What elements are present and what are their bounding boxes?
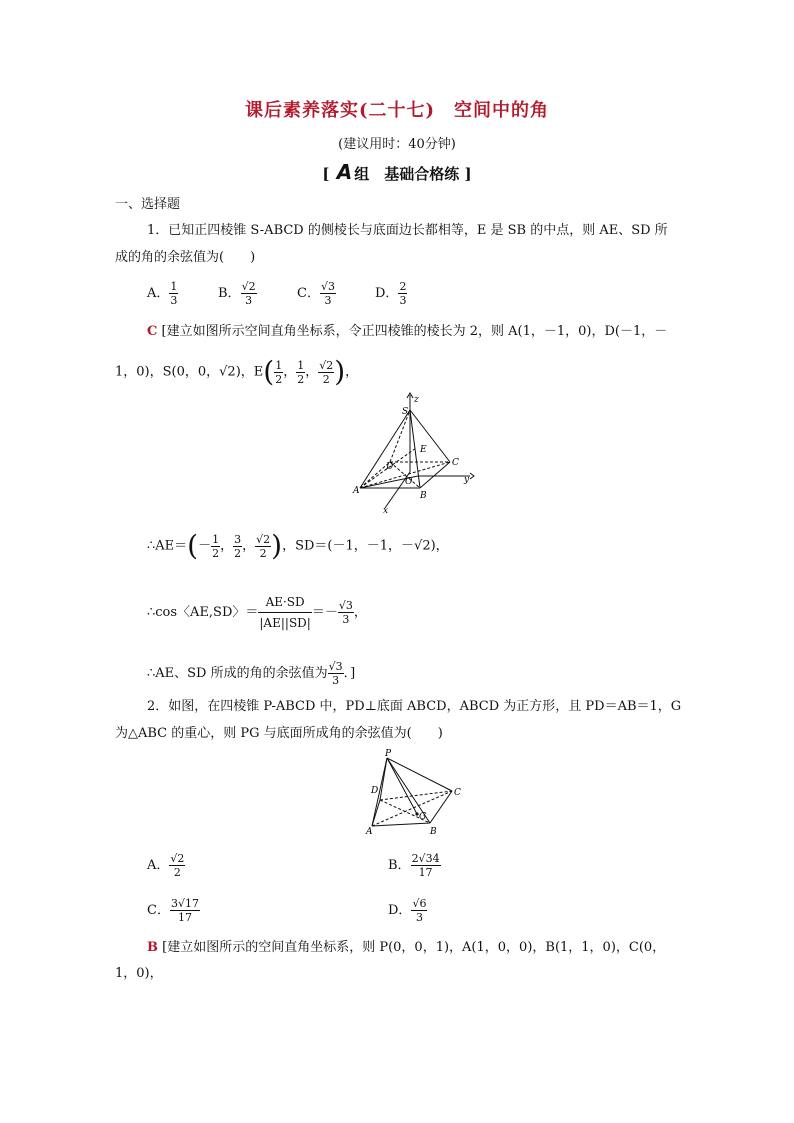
q1-option-a[interactable]: A． $\frac{1}{3}$ [147,280,178,307]
q1-conclusion: ∴AE、SD 所成的角的余弦值为 $\frac{√3}{3}$ ．] [147,660,356,687]
q1-solution-line1: C [建立如图所示空间直角坐标系，令正四棱锥的棱长为 2，则 A(1，－1，0)，D(－1，－ [147,324,668,339]
label-C: C [454,788,461,798]
q2-answer: B [147,940,158,955]
q1-stem-line2: 成的角的余弦值为( ) [115,250,256,265]
group-text: 组 基础合格练 [354,165,460,183]
group-heading [0,160,794,184]
label-G: G [419,812,427,822]
group-letter: A [336,160,353,184]
label-B: B [430,827,437,836]
label-D: D [386,462,394,472]
q1-cos-line: ∴cos〈AE,SD〉＝ $\frac{AE\cdot SD}{|AE||SD|}$ ＝－ $\frac{√3}{3}$ ， [147,592,367,633]
q1-vector-line: ∴AE＝(－ $\frac{1}{2}$ ， $\frac{3}{2}$ ， $\frac{√2}{2}$ )，SD＝(－1，－1，－√2)， [147,529,449,562]
label-y: y [464,475,470,485]
time-hint: (建议用时：40分钟) [338,137,456,152]
label-A: A [353,486,360,496]
label-A: A [366,827,373,836]
page-title: 课后素养落实(二十七) 空间中的角 [244,100,550,121]
q1-option-d[interactable]: D． $\frac{2}{3}$ [375,280,407,307]
q2-stem-line2: 为△ABC 的重心，则 PG 与底面所成角的余弦值为( ) [115,726,443,741]
q2-figure-pyramid [360,748,470,836]
label-B: B [420,491,427,501]
q1-option-c[interactable]: C． $\frac{√3}{3}$ [297,280,335,307]
q2-option-a[interactable]: A． $\frac{√2}{2}$ [147,852,185,879]
q1-stem-line1: 1．已知正四棱锥 S-ABCD 的侧棱长与底面边长都相等，E 是 SB 的中点，则 AE、SD 所 [147,223,668,238]
q1-figure-pyramid [340,390,480,515]
q2-option-c[interactable]: C． $\frac{3√17}{17}$ [147,897,199,924]
label-C: C [452,458,459,468]
q2-option-b[interactable]: B． $\frac{2√34}{17}$ [388,852,440,879]
q2-stem-line1: 2．如图，在四棱锥 P-ABCD 中，PD⊥底面 ABCD，ABCD 为正方形，且 PD＝AB＝1，G [147,699,682,714]
label-P: P [385,749,392,759]
label-D: D [371,786,379,796]
label-S: S [402,407,409,417]
q2-option-d[interactable]: D． $\frac{√6}{3}$ [388,897,427,924]
group-bracket-right: ] [464,165,472,183]
q1-option-b[interactable]: B． $\frac{√2}{3}$ [218,280,256,307]
q1-solution-line2: 1，0)，S(0，0，√2)，E( $\frac{1}{2}$ ， $\frac{1}{2}$ ， $\frac{√2}{2}$ )， [115,355,359,388]
q2-solution-line2: 1，0)， [115,966,163,981]
label-O: O [405,477,413,487]
q1-answer: C [147,324,158,339]
label-x: x [383,506,389,515]
q2-solution-line1: B [建立如图所示的空间直角坐标系，则 P(0，0，1)，A(1，0，0)，B(1，1，0)，C(0， [147,940,666,955]
label-z: z [414,395,419,405]
section-heading: 一、选择题 [115,197,181,212]
group-bracket-left: [ [322,165,330,183]
label-E: E [420,445,427,455]
